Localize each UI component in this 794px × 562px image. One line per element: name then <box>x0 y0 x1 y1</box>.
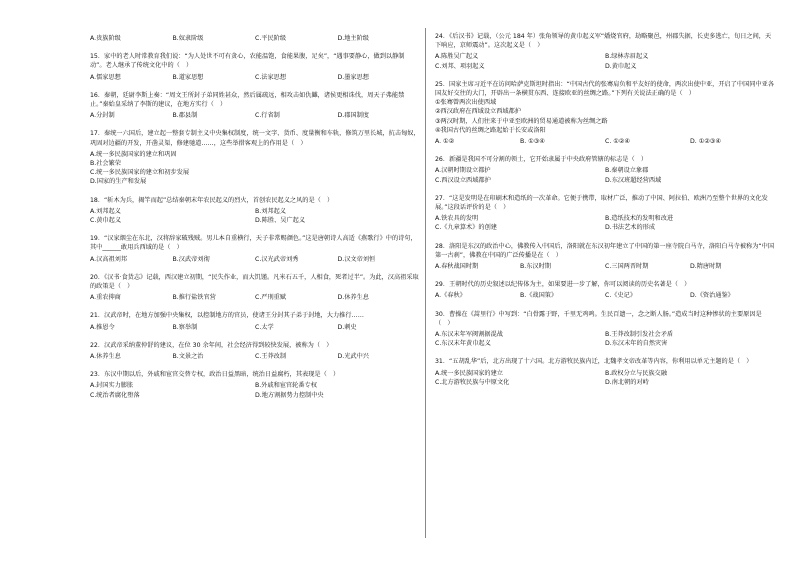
option: A.汉高祖刘邦 <box>90 255 128 263</box>
option: D. ①②③④ <box>690 138 721 146</box>
question-stem: 16．秦朝，廷尉李斯上奏：“周文王所封子弟同姓甚众，然后属疏远，相攻击如仇雠，诸侯更相诛伐，周天子弗能禁止。”秦始皇采纳了李斯的建议，在地方实行（ ） <box>90 91 405 109</box>
question-28 <box>435 242 775 272</box>
question-stem: 23．东汉中期以后，外戚和宦官交替专权，政治日益黑暗，统治日益腐朽，其表现是（ ） <box>90 371 340 379</box>
option: D.光武中兴 <box>337 353 369 361</box>
option: C. ①②④ <box>605 138 630 146</box>
question-25 <box>435 80 775 146</box>
option: A.东汉末年军阀割据混战 <box>435 331 503 339</box>
question-stem: 29．王朝时代的历史叙述以纪传体为主，如果要进一步了解，你可以阅读的历史名著是（ ） <box>435 281 691 289</box>
question-24 <box>435 32 775 71</box>
option: A.刘邦起义 <box>90 207 121 215</box>
option: C.太学 <box>255 323 274 331</box>
right-column <box>435 32 775 396</box>
option: B.察举制 <box>172 323 198 331</box>
option: C.《史记》 <box>605 292 637 300</box>
option: C.西汉设立西域都护 <box>435 176 491 184</box>
option: B.《战国策》 <box>520 292 558 300</box>
option: B.王莽改制引发社会矛盾 <box>605 331 674 339</box>
option: C.汉光武帝刘秀 <box>255 255 299 263</box>
option: D.东汉末年的自然灾害 <box>605 340 668 348</box>
option: D.隋唐时期 <box>690 263 722 271</box>
option: D.地主阶级 <box>337 35 369 42</box>
question-23 <box>90 370 420 400</box>
question-17 <box>90 129 420 186</box>
question-stem: 26．新疆是我国不可分割的领土，它开始隶属于中央政府管辖的标志是（ ） <box>435 156 648 164</box>
question-stem: 18．“斩木为兵，揭竿而起”总结秦朝末年农民起义的烈火，首创农民起义之风的是（ ） <box>90 196 334 204</box>
option: D.休养生息 <box>337 294 369 302</box>
option: A.休养生息 <box>90 353 121 361</box>
option: A.推恩令 <box>90 323 115 331</box>
question-31 <box>435 357 775 387</box>
option: B.推行盐铁官营 <box>172 294 216 302</box>
option: D.书法艺术的形成 <box>605 224 656 232</box>
question-29 <box>435 280 775 300</box>
statement-item: ②西汉政府在西域设立西域都护 <box>435 108 521 116</box>
option: B.汉武帝刘彻 <box>172 255 210 263</box>
option: C.统治者腐化堕落 <box>90 391 140 399</box>
question-stem: 28．洛阳是东汉的政治中心，佛教传入中国后，洛阳就在东汉初年建立了中国的第一座寺院白马寺，洛阳白马寺被称为“中国第一古刹”，佛教在中国的广泛传播是在（ ） <box>435 242 775 259</box>
column-divider <box>425 28 426 538</box>
option: C.北方游牧民族与中原文化 <box>435 378 510 386</box>
question-22 <box>90 341 420 361</box>
left-column <box>90 32 420 409</box>
option: B.文景之治 <box>172 353 204 361</box>
question-stem: 21．汉武帝时，在地方加强中央集权，以控制地方的官员，使诸王分封其子弟于封地，大力推行…… <box>90 312 364 320</box>
question-18 <box>90 196 420 226</box>
option: B.秦朝设立象郡 <box>605 167 649 175</box>
option: A.分封制 <box>90 112 115 120</box>
statement-item: ①张骞曾两次出使西域 <box>435 99 497 107</box>
question-stem: 24．《后汉书》记载，（公元 184 年）张角领导的黄巾起义军“燔烧官府，劫略聚邑，州郡失据，长吏多逃亡，旬日之间，天下响应，京师震动”。这次起义是（ ） <box>435 33 772 50</box>
option: A.汉朝时期设立都护 <box>435 167 491 175</box>
option: B.社会繁荣 <box>90 160 121 168</box>
option: C.刘邦、项羽起义 <box>435 62 485 70</box>
statement-item: ③两汉时期，人们往来于中亚至欧洲的贸易通道被称为丝绸之路 <box>435 117 608 125</box>
question-27 <box>435 194 775 233</box>
option: B.外戚和宦官轮番专权 <box>255 382 317 390</box>
option: A.重农抑商 <box>90 294 121 302</box>
question-26 <box>435 155 775 185</box>
question-stem: 22．汉武帝采纳董仲舒的建议，在位 30 余年间，社会经济得到较快发展，被称为（ ） <box>90 341 333 349</box>
option: B.绿林赤眉起义 <box>605 53 649 61</box>
question-14-options <box>90 34 420 43</box>
option: A. ①② <box>435 138 455 146</box>
question-21 <box>90 311 420 331</box>
option: C.法家思想 <box>255 73 287 81</box>
option: C.统一多民族国家的建立和初步发展 <box>90 169 190 177</box>
option: C.三国两晋时期 <box>605 263 649 271</box>
option: B.奴隶阶级 <box>172 35 204 42</box>
option: B.刘邦起义 <box>255 207 286 215</box>
question-stem: 31．“五胡乱华”后，北方出现了十六国。北方游牧民族内迁，北魏孝文帝改革等内容，你利用以单元主题的是（ ） <box>435 358 753 366</box>
option: B.道家思想 <box>172 73 204 81</box>
option: C.王莽改制 <box>255 353 287 361</box>
question-stem: 19．“汉家烟尘在东北，汉将辞家破残贼。男儿本自重横行，天子非常赐颜色。”这是唐朝诗人高适《燕歌行》中的诗句，其中______敢用兵西域的是（ ） <box>90 235 417 252</box>
question-stem: 27．“这是发明是在印刷术和造纸的一次革命。它便于携带，取材广泛，推动了中国、阿拉伯、欧洲乃至整个世界的文化发展。”这段话评价的是（ ） <box>435 194 768 212</box>
question-stem: 15．家中的老人时常教育我们说：“为人处世不可有贪心，农能温饱，食能果腹，足矣”，“遇事要静心，做到以静制动”。老人继承了传统文化中的（ ） <box>90 53 405 70</box>
question-stem: 17．秦统一六国后，建立起一整套专制主义中央集权制度，统一文字、货币、度量衡和车轨，修筑万里长城，抗击匈奴，巩固对边疆的开发，开凿灵渠，修建驰道……，这些举措客观上的作用是（ ） <box>90 130 420 147</box>
question-20 <box>90 273 420 303</box>
option: C.行省制 <box>255 112 280 120</box>
option: A.铁农具的发明 <box>435 215 479 223</box>
option: A.儒家思想 <box>90 73 121 81</box>
question-stem: 20．《汉书·食货志》记载，西汉建立初期，“民失作业，而大饥馑。凡米石五千，人相食，死者过半”。为此，汉高祖采取的政策是（ ） <box>90 273 419 291</box>
option: D.南北朝的对峙 <box>605 378 649 386</box>
question-16 <box>90 91 420 121</box>
option: B.政权分立与民族交融 <box>605 369 667 377</box>
option: A.封国实力膨胀 <box>90 382 134 390</box>
option: D.《资治通鉴》 <box>690 292 734 300</box>
option: C.《九章算术》的创建 <box>435 224 497 232</box>
option: D.刺史 <box>337 323 357 331</box>
option: C.平民阶级 <box>255 35 287 42</box>
question-30 <box>435 310 775 349</box>
option: D.黄巾起义 <box>605 62 637 70</box>
option: D.汉文帝刘恒 <box>337 255 376 263</box>
option: D.国家的生产和发展 <box>90 178 147 186</box>
option: A.陈胜吴广起义 <box>435 53 479 61</box>
option: B.郡县制 <box>172 112 198 120</box>
option: A.贵族阶级 <box>90 35 121 42</box>
statement-item: ④我国古代的丝绸之路起始于长安或洛阳 <box>435 126 546 134</box>
option: D.郡国制度 <box>337 112 369 120</box>
option: B.东汉时期 <box>520 263 551 271</box>
option: B.造纸技术的发明和改进 <box>605 215 674 223</box>
question-15 <box>90 52 420 82</box>
option: A.统一多民族国家的建立和巩固 <box>90 150 177 158</box>
option: A.春秋战国时期 <box>435 263 479 271</box>
option: D.东汉班超经营西域 <box>605 176 662 184</box>
option: C.严刑重赋 <box>255 294 287 302</box>
option: A.统一多民族国家的建立 <box>435 369 503 377</box>
option: A.《春秋》 <box>435 292 466 300</box>
option: C.东汉末年黄巾起义 <box>435 340 491 348</box>
option: D.陈胜、吴广起义 <box>255 217 306 225</box>
question-stem: 30．曹操在《蒿里行》中写到：“白骨露于野，千里无鸡鸣。生民百遗一，念之断人肠。”造成当时这种惨状的主要原因是（ ） <box>435 310 762 327</box>
option: D.墨家思想 <box>337 73 369 81</box>
question-stem: 25．国家主席习近平在访问哈萨克斯坦时指出：“中国古代的张骞肩负和平友好的使命，两次出使中亚，开启了中国同中亚各国友好交往的大门，开辟出一条横贯东西、连接欧亚的丝绸之路。”下列有关说法正确的是（ ） <box>435 80 775 98</box>
option: D.地方割据势力控制中央 <box>255 391 324 399</box>
option: C.黄巾起义 <box>90 217 122 225</box>
option: B. ①③④ <box>520 138 545 146</box>
question-19 <box>90 234 420 264</box>
